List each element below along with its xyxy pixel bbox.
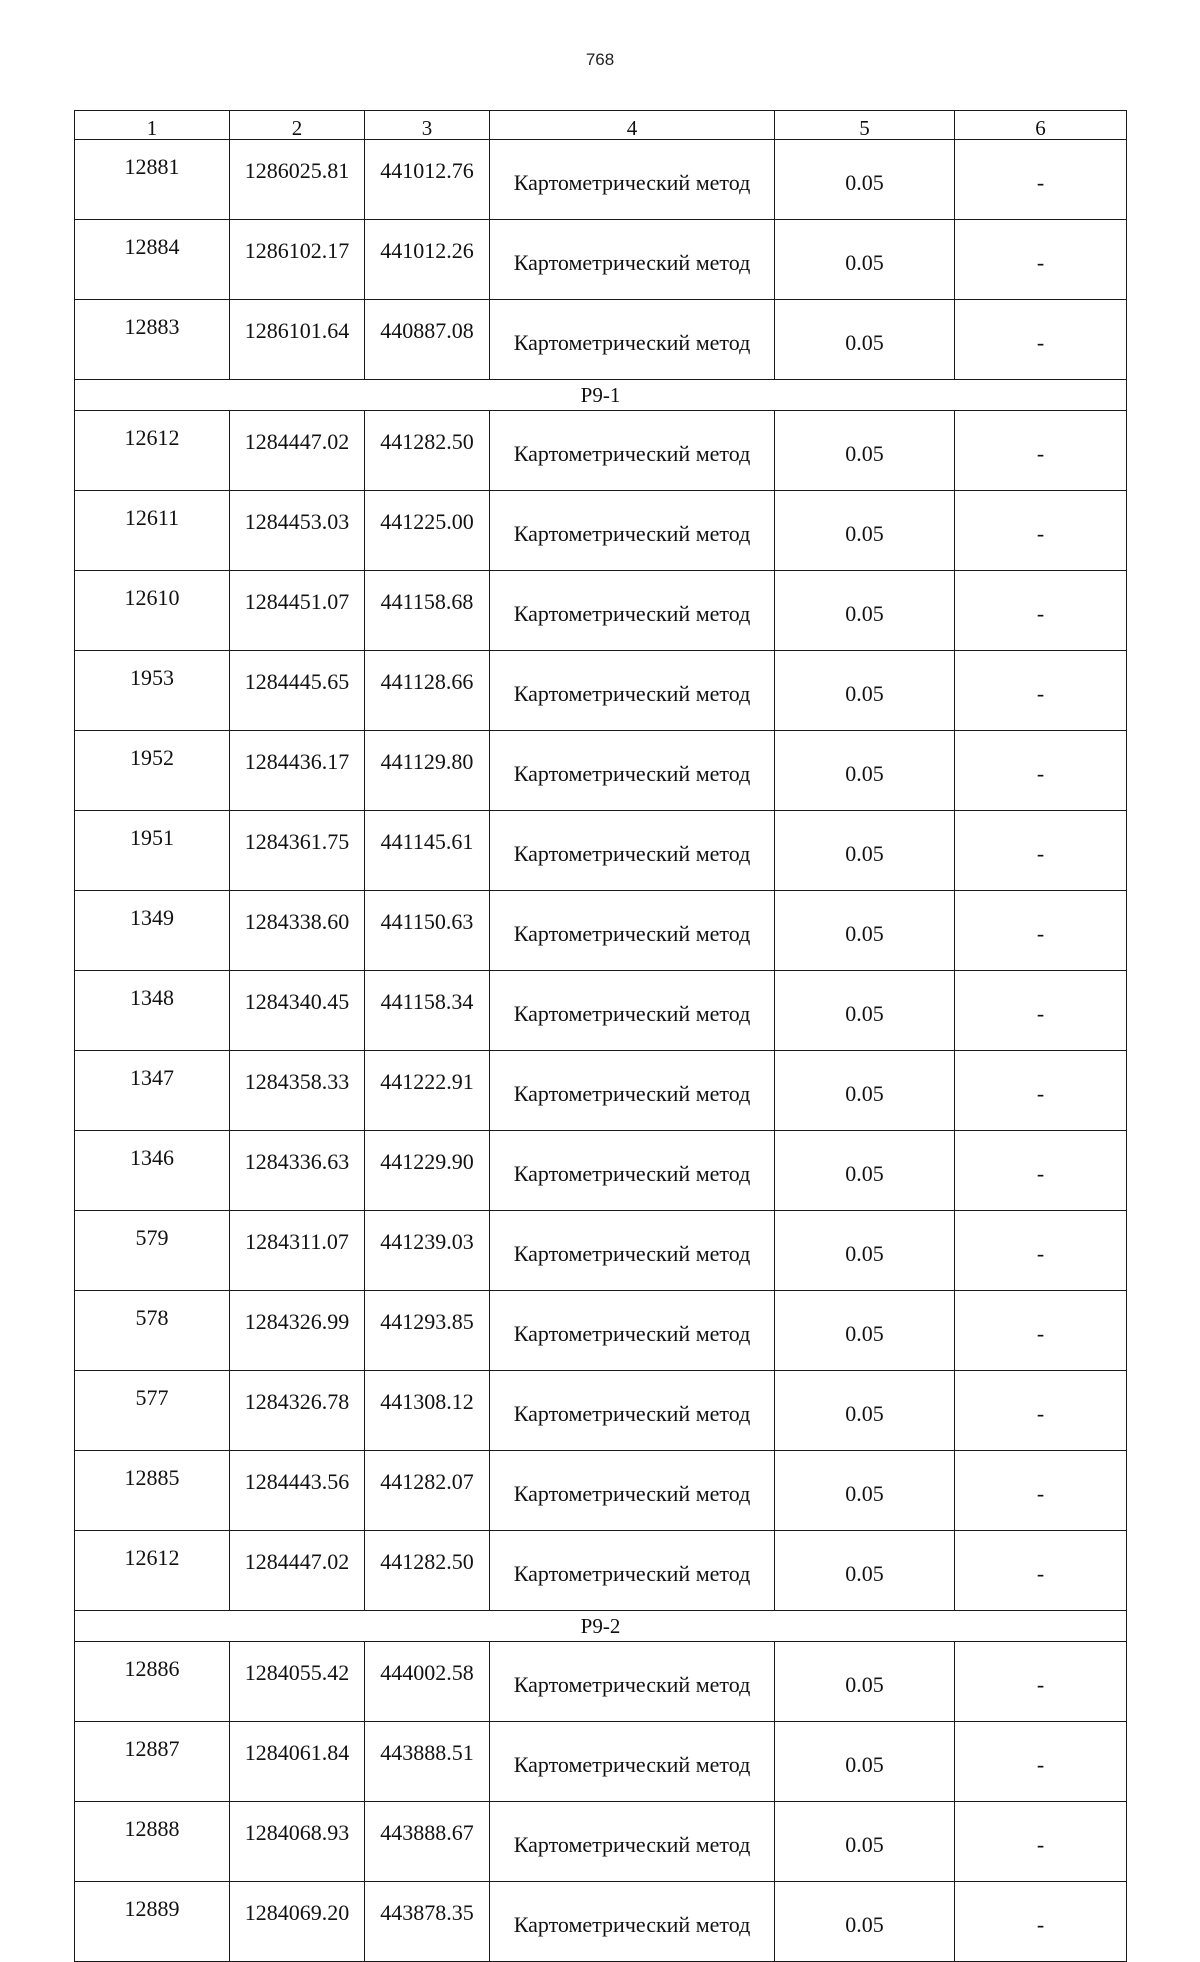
cell-note: - (955, 731, 1127, 811)
cell-coordinate-x: 1284436.17 (230, 731, 365, 811)
cell-accuracy: 0.05 (775, 1802, 955, 1882)
cell-coordinate-x: 1284445.65 (230, 651, 365, 731)
cell-point-number: 1348 (75, 971, 230, 1051)
cell-point-number: 12886 (75, 1642, 230, 1722)
cell-method: Картометрический метод (490, 300, 775, 380)
cell-note: - (955, 220, 1127, 300)
cell-note: - (955, 140, 1127, 220)
cell-method: Картометрический метод (490, 140, 775, 220)
cell-coordinate-x: 1284061.84 (230, 1722, 365, 1802)
cell-coordinate-y: 443888.67 (365, 1802, 490, 1882)
cell-method: Картометрический метод (490, 971, 775, 1051)
cell-coordinate-x: 1284453.03 (230, 491, 365, 571)
cell-coordinate-x: 1284447.02 (230, 411, 365, 491)
cell-method: Картометрический метод (490, 571, 775, 651)
cell-coordinate-y: 441158.68 (365, 571, 490, 651)
cell-note: - (955, 571, 1127, 651)
table-row (75, 811, 1127, 891)
cell-accuracy: 0.05 (775, 1051, 955, 1131)
cell-point-number: 12884 (75, 220, 230, 300)
cell-coordinate-x: 1284326.78 (230, 1371, 365, 1451)
cell-note: - (955, 491, 1127, 571)
table-row (75, 300, 1127, 380)
cell-point-number: 1951 (75, 811, 230, 891)
cell-point-number: 12889 (75, 1882, 230, 1962)
cell-accuracy: 0.05 (775, 491, 955, 571)
cell-method: Картометрический метод (490, 1802, 775, 1882)
cell-coordinate-x: 1284447.02 (230, 1531, 365, 1611)
cell-coordinate-y: 441308.12 (365, 1371, 490, 1451)
cell-accuracy: 0.05 (775, 1211, 955, 1291)
cell-coordinate-x: 1284338.60 (230, 891, 365, 971)
table-row (75, 1722, 1127, 1802)
cell-coordinate-x: 1286101.64 (230, 300, 365, 380)
cell-note: - (955, 1531, 1127, 1611)
column-header-3: 3 (365, 111, 490, 140)
table-row (75, 491, 1127, 571)
cell-accuracy: 0.05 (775, 1722, 955, 1802)
cell-coordinate-y: 441239.03 (365, 1211, 490, 1291)
column-header-6: 6 (955, 111, 1127, 140)
table-row (75, 1531, 1127, 1611)
table-row (75, 1802, 1127, 1882)
cell-note: - (955, 891, 1127, 971)
cell-point-number: 577 (75, 1371, 230, 1451)
cell-point-number: 1346 (75, 1131, 230, 1211)
cell-coordinate-x: 1284340.45 (230, 971, 365, 1051)
cell-coordinate-y: 441150.63 (365, 891, 490, 971)
cell-note: - (955, 811, 1127, 891)
cell-point-number: 579 (75, 1211, 230, 1291)
cell-coordinate-x: 1284055.42 (230, 1642, 365, 1722)
cell-accuracy: 0.05 (775, 1291, 955, 1371)
column-header-4: 4 (490, 111, 775, 140)
cell-note: - (955, 1722, 1127, 1802)
table-row (75, 1131, 1127, 1211)
section-row (75, 1611, 1127, 1642)
cell-note: - (955, 1291, 1127, 1371)
cell-accuracy: 0.05 (775, 1371, 955, 1451)
cell-point-number: 12612 (75, 1531, 230, 1611)
cell-note: - (955, 411, 1127, 491)
cell-note: - (955, 971, 1127, 1051)
cell-method: Картометрический метод (490, 1642, 775, 1722)
cell-coordinate-y: 441282.07 (365, 1451, 490, 1531)
cell-method: Картометрический метод (490, 651, 775, 731)
cell-coordinate-y: 443878.35 (365, 1882, 490, 1962)
cell-accuracy: 0.05 (775, 220, 955, 300)
cell-point-number: 12612 (75, 411, 230, 491)
cell-note: - (955, 1802, 1127, 1882)
cell-coordinate-x: 1284361.75 (230, 811, 365, 891)
cell-method: Картометрический метод (490, 1371, 775, 1451)
table-row (75, 571, 1127, 651)
table-row (75, 1291, 1127, 1371)
cell-method: Картометрический метод (490, 1451, 775, 1531)
table-row (75, 891, 1127, 971)
cell-note: - (955, 1451, 1127, 1531)
cell-note: - (955, 1882, 1127, 1962)
cell-accuracy: 0.05 (775, 971, 955, 1051)
cell-point-number: 1952 (75, 731, 230, 811)
cell-accuracy: 0.05 (775, 411, 955, 491)
page-number: 768 (585, 50, 615, 69)
cell-method: Картометрический метод (490, 491, 775, 571)
cell-method: Картометрический метод (490, 1291, 775, 1371)
cell-accuracy: 0.05 (775, 571, 955, 651)
table-row (75, 411, 1127, 491)
table-body (75, 140, 1127, 1962)
table-row (75, 220, 1127, 300)
table-row (75, 1051, 1127, 1131)
coordinates-table (74, 110, 1127, 1962)
cell-method: Картометрический метод (490, 1882, 775, 1962)
cell-accuracy: 0.05 (775, 140, 955, 220)
cell-coordinate-y: 441222.91 (365, 1051, 490, 1131)
cell-point-number: 12888 (75, 1802, 230, 1882)
cell-point-number: 12883 (75, 300, 230, 380)
section-label: Р9-2 (75, 1611, 1127, 1642)
cell-point-number: 578 (75, 1291, 230, 1371)
cell-accuracy: 0.05 (775, 300, 955, 380)
cell-coordinate-y: 441158.34 (365, 971, 490, 1051)
cell-method: Картометрический метод (490, 411, 775, 491)
cell-point-number: 1953 (75, 651, 230, 731)
cell-coordinate-y: 443888.51 (365, 1722, 490, 1802)
section-row (75, 380, 1127, 411)
cell-method: Картометрический метод (490, 220, 775, 300)
table-header-row (75, 111, 1127, 140)
cell-coordinate-x: 1284358.33 (230, 1051, 365, 1131)
table-row (75, 651, 1127, 731)
cell-accuracy: 0.05 (775, 651, 955, 731)
cell-coordinate-y: 444002.58 (365, 1642, 490, 1722)
cell-method: Картометрический метод (490, 1211, 775, 1291)
cell-accuracy: 0.05 (775, 811, 955, 891)
cell-coordinate-y: 441293.85 (365, 1291, 490, 1371)
cell-coordinate-y: 441145.61 (365, 811, 490, 891)
cell-note: - (955, 1642, 1127, 1722)
cell-point-number: 12881 (75, 140, 230, 220)
column-header-1: 1 (75, 111, 230, 140)
table-row (75, 731, 1127, 811)
cell-point-number: 12887 (75, 1722, 230, 1802)
cell-coordinate-y: 440887.08 (365, 300, 490, 380)
cell-point-number: 1347 (75, 1051, 230, 1131)
cell-method: Картометрический метод (490, 1722, 775, 1802)
cell-coordinate-x: 1284443.56 (230, 1451, 365, 1531)
cell-method: Картометрический метод (490, 811, 775, 891)
cell-accuracy: 0.05 (775, 891, 955, 971)
table-row (75, 971, 1127, 1051)
cell-accuracy: 0.05 (775, 1451, 955, 1531)
cell-method: Картометрический метод (490, 731, 775, 811)
cell-coordinate-y: 441229.90 (365, 1131, 490, 1211)
cell-note: - (955, 1131, 1127, 1211)
cell-coordinate-y: 441012.76 (365, 140, 490, 220)
cell-point-number: 12885 (75, 1451, 230, 1531)
cell-accuracy: 0.05 (775, 1882, 955, 1962)
cell-note: - (955, 300, 1127, 380)
column-header-2: 2 (230, 111, 365, 140)
cell-method: Картометрический метод (490, 1531, 775, 1611)
cell-coordinate-y: 441129.80 (365, 731, 490, 811)
cell-coordinate-x: 1286102.17 (230, 220, 365, 300)
cell-coordinate-y: 441282.50 (365, 1531, 490, 1611)
cell-coordinate-x: 1284311.07 (230, 1211, 365, 1291)
cell-point-number: 12610 (75, 571, 230, 651)
cell-accuracy: 0.05 (775, 1531, 955, 1611)
table-row (75, 1371, 1127, 1451)
cell-note: - (955, 651, 1127, 731)
cell-accuracy: 0.05 (775, 731, 955, 811)
cell-coordinate-x: 1284451.07 (230, 571, 365, 651)
cell-coordinate-x: 1284326.99 (230, 1291, 365, 1371)
section-label: Р9-1 (75, 380, 1127, 411)
cell-note: - (955, 1051, 1127, 1131)
cell-method: Картометрический метод (490, 1131, 775, 1211)
cell-method: Картометрический метод (490, 1051, 775, 1131)
cell-accuracy: 0.05 (775, 1642, 955, 1722)
table-row (75, 1642, 1127, 1722)
cell-coordinate-x: 1284068.93 (230, 1802, 365, 1882)
table-row (75, 1882, 1127, 1962)
cell-coordinate-x: 1286025.81 (230, 140, 365, 220)
cell-coordinate-y: 441128.66 (365, 651, 490, 731)
cell-coordinate-y: 441282.50 (365, 411, 490, 491)
cell-point-number: 12611 (75, 491, 230, 571)
table-row (75, 1211, 1127, 1291)
cell-coordinate-x: 1284336.63 (230, 1131, 365, 1211)
table-row (75, 140, 1127, 220)
cell-method: Картометрический метод (490, 891, 775, 971)
cell-coordinate-y: 441225.00 (365, 491, 490, 571)
cell-coordinate-x: 1284069.20 (230, 1882, 365, 1962)
cell-accuracy: 0.05 (775, 1131, 955, 1211)
cell-note: - (955, 1371, 1127, 1451)
cell-note: - (955, 1211, 1127, 1291)
cell-point-number: 1349 (75, 891, 230, 971)
table-row (75, 1451, 1127, 1531)
column-header-5: 5 (775, 111, 955, 140)
cell-coordinate-y: 441012.26 (365, 220, 490, 300)
